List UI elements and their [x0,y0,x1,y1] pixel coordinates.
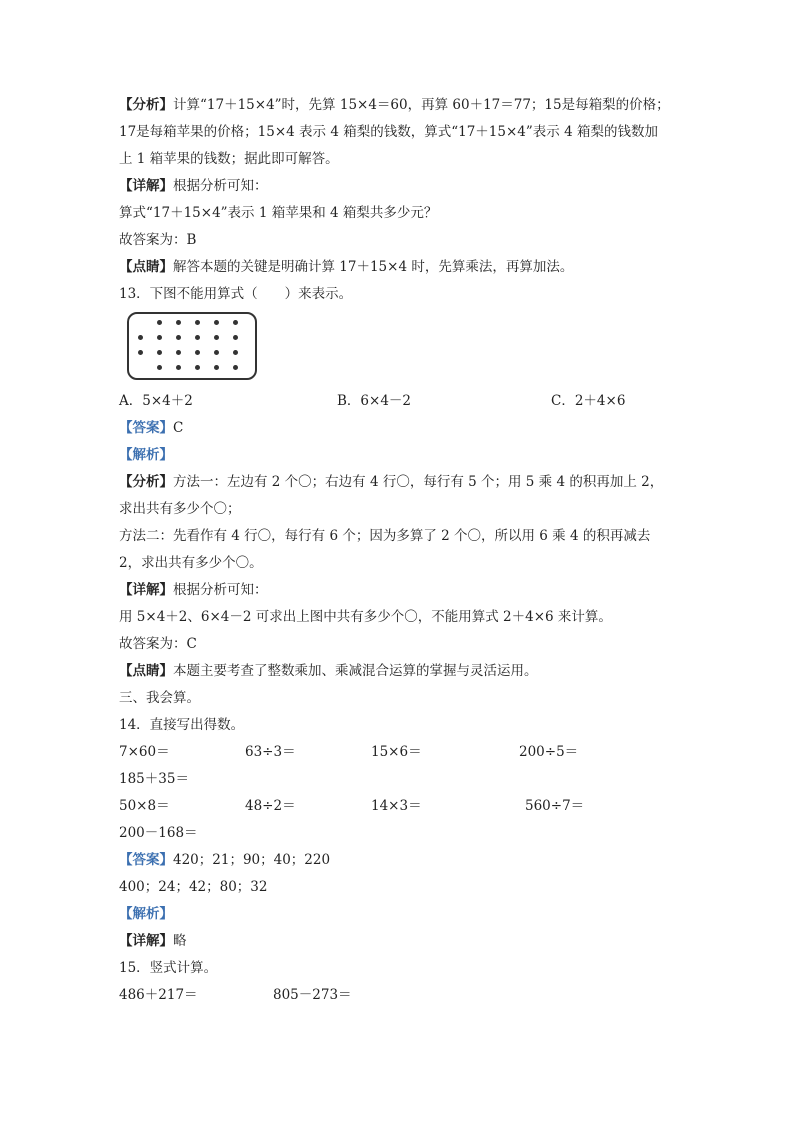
q12-detail-line2: 算式“17＋15×4”表示 1 箱苹果和 4 箱梨共多少元？ [119,205,438,221]
q14-item: 50×8＝ [119,798,170,814]
q13-question: 13．下图不能用算式（ ）来表示。 [119,286,353,302]
q13-analysis-line3: 方法二：先看作有 4 行〇，每行有 6 个；因为多算了 2 个〇，所以用 6 乘 4 的积再减去 [119,528,651,544]
q13-explain-tag: 【解析】 [119,447,173,463]
section-heading: 三、我会算。 [119,690,200,706]
dot [157,365,162,370]
q14-item: 14×3＝ [371,798,422,814]
q14-item: 7×60＝ [119,744,170,760]
dot [138,335,143,340]
q13-detail-line2: 用 5×4＋2、6×4－2 可求出上图中共有多少个〇，不能用算式 2＋4×6 来计算。 [119,609,612,625]
dot [233,335,238,340]
q12-detail: 【详解】根据分析可知： [119,178,268,194]
q12-analysis-line3: 上 1 箱苹果的钱数；据此即可解答。 [119,151,339,167]
q15-question: 15．竖式计算。 [119,960,218,976]
q14-item: 200－168＝ [119,825,198,841]
option-b: B．6×4－2 [337,393,411,409]
dot [157,335,162,340]
q13-detail: 【详解】根据分析可知： [119,582,268,598]
dot [214,335,219,340]
dot [157,320,162,325]
q14-question: 14．直接写出得数。 [119,717,245,733]
q12-answer-line: 故答案为：B [119,232,197,248]
dot [195,335,200,340]
dot [138,350,143,355]
q13-answer: 【答案】C [119,420,184,436]
dot [195,320,200,325]
dot [233,365,238,370]
dot [176,365,181,370]
q12-analysis-line2: 17是每箱苹果的价格；15×4 表示 4 箱梨的钱数，算式“17＋15×4”表示 4 箱梨的钱数加 [119,124,658,140]
q14-explain-tag: 【解析】 [119,906,173,922]
q14-answer-line2: 400；24；42；80；32 [119,879,268,895]
dot [157,350,162,355]
dot [214,350,219,355]
q12-analysis-line1: 【分析】计算“17＋15×4”时，先算 15×4＝60，再算 60＋17＝77；15是每箱梨的价格； [119,97,670,113]
option-a: A．5×4＋2 [119,393,193,409]
q15-items [119,982,689,1009]
q14-row1 [119,739,689,766]
dot [176,335,181,340]
q13-analysis-line2: 求出共有多少个〇； [119,501,241,517]
option-c: C．2＋4×6 [551,393,626,409]
q14-item: 48÷2＝ [245,798,296,814]
q14-item: 560÷7＝ [525,798,585,814]
dot [214,365,219,370]
dot [214,320,219,325]
q12-note: 【点睛】解答本题的关键是明确计算 17＋15×4 时，先算乘法，再算加法。 [119,259,574,275]
dot [176,350,181,355]
dot [233,350,238,355]
q15-item: 805－273＝ [273,987,352,1003]
dot [233,320,238,325]
q13-options [119,388,689,415]
q13-analysis-line4: 2，求出共有多少个〇。 [119,555,263,571]
dot-grid-figure [127,312,257,380]
dot [195,350,200,355]
dot [195,365,200,370]
q14-item: 185＋35＝ [119,771,189,787]
q13-analysis-line1: 【分析】方法一：左边有 2 个〇；右边有 4 行〇，每行有 5 个；用 5 乘 4 的积再加上 2， [119,474,664,490]
q14-row2 [119,793,689,820]
q13-note: 【点睛】本题主要考查了整数乘加、乘减混合运算的掌握与灵活运用。 [119,663,538,679]
q15-item: 486＋217＝ [119,987,198,1003]
q14-detail: 【详解】略 [119,933,187,949]
q13-answer-line: 故答案为：C [119,636,197,652]
q14-item: 63÷3＝ [245,744,296,760]
document-page [119,92,689,1009]
q14-answer: 【答案】420；21；90；40；220 [119,852,331,868]
dot [176,320,181,325]
q14-item: 200÷5＝ [519,744,579,760]
q14-item: 15×6＝ [371,744,422,760]
